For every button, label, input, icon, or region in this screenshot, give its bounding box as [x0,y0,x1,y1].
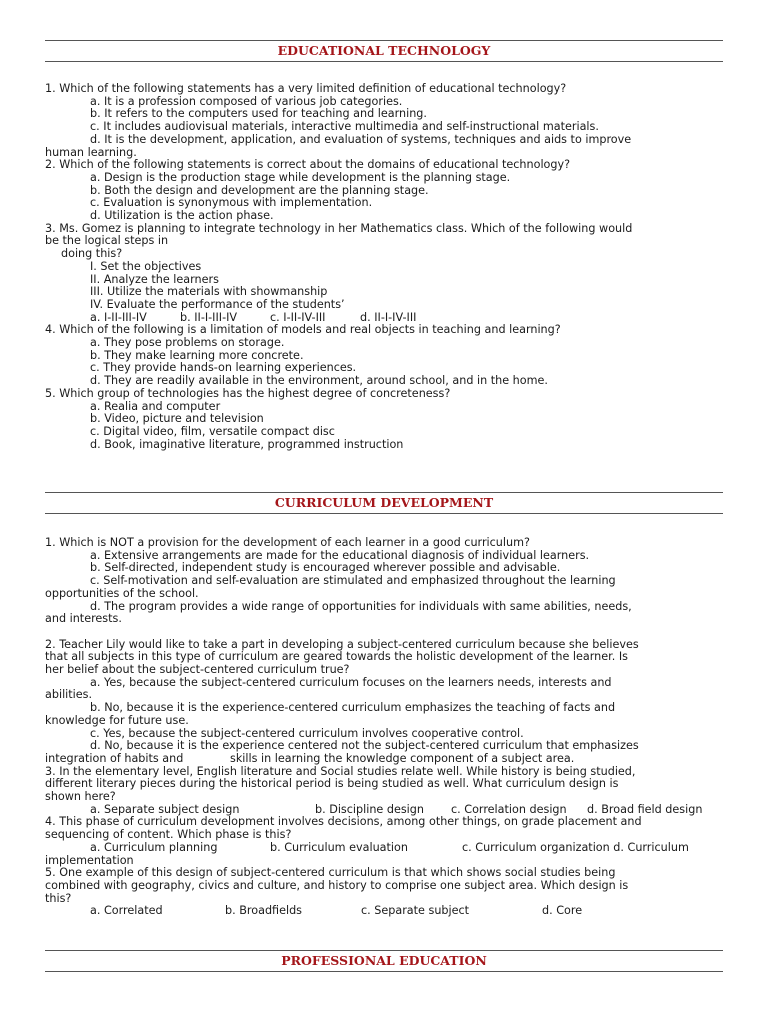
answer-option: b. No, because it is the experience-centered curriculum emphasizes the teaching of facts and [90,701,616,715]
choice: b. Broadfields [225,904,303,918]
question-text: her belief about the subject-centered curriculum true? [45,663,350,677]
question-text: be the logical steps in [45,234,169,248]
section-title: EDUCATIONAL TECHNOLOGY [277,43,491,58]
answer-option: c. They provide hands-on learning experiences. [90,361,357,375]
choice: a. I-II-III-IV [90,310,147,324]
answer-option: b. Both the design and development are the planning stage. [90,183,429,197]
answer-option: b. They make learning more concrete. [90,348,304,362]
answer-option: d. The program provides a wide range of opportunities for individuals with same abilities, needs, [90,599,632,613]
answer-option: c. Self-motivation and self-evaluation are stimulated and emphasized throughout the learning [90,574,616,588]
choice: d. Core [542,904,583,918]
answer-option-continued: abilities. [45,688,93,702]
step-item: I. Set the objectives [90,259,202,273]
question-text: 3. Ms. Gomez is planning to integrate technology in her Mathematics class. Which of the following would [45,221,633,235]
question-text: different literary pieces during the historical period is being studied as well. What curriculum design is [45,777,619,791]
answer-option-continued [45,753,725,766]
section-header-professional-education [45,950,723,972]
section-title: PROFESSIONAL EDUCATION [281,953,487,968]
step-item: IV. Evaluate the performance of the students’ [90,297,345,311]
answer-option: a. Realia and computer [90,399,221,413]
answer-option: a. It is a profession composed of various job categories. [90,94,403,108]
answer-option: c. Yes, because the subject-centered curriculum involves cooperative control. [90,726,524,740]
question-text: 2. Which of the following statements is correct about the domains of educational technology? [45,158,571,172]
choice: a. Separate subject design [90,802,240,816]
section-header-curriculum-development [45,492,723,514]
answer-option: a. They pose problems on storage. [90,336,285,350]
answer-option: a. Yes, because the subject-centered curriculum focuses on the learners needs, interests and [90,675,612,689]
choice: c. Correlation design [451,802,567,816]
answer-option: c. It includes audiovisual materials, interactive multimedia and self-instructional materials. [90,120,599,134]
answer-option: d. Utilization is the action phase. [90,209,274,223]
section-body-educational-technology [45,83,725,451]
choice: d. II-I-IV-III [360,310,417,324]
answer-option: d. No, because it is the experience centered not the subject-centered curriculum that emphasizes [90,739,639,753]
question-text: 4. Which of the following is a limitation of models and real objects in teaching and learning? [45,323,561,337]
question-text: 1. Which is NOT a provision for the development of each learner in a good curriculum? [45,536,530,549]
choice: c. Curriculum organization d. Curriculum [462,840,689,854]
answer-option-continued: knowledge for future use. [45,713,189,727]
choice-row [45,905,725,918]
section-body-curriculum-development [45,537,725,918]
answer-option: a. Extensive arrangements are made for the educational diagnosis of individual learners. [90,548,590,562]
answer-fragment: skills in learning the knowledge component of a subject area. [230,751,575,765]
answer-option: d. Book, imaginative literature, programmed instruction [90,437,404,451]
section-title: CURRICULUM DEVELOPMENT [274,495,494,510]
question-text: doing this? [61,247,123,261]
question-text: that all subjects in this type of curriculum are geared towards the holistic development of the learner. Is [45,650,628,664]
question-text: 1. Which of the following statements has a very limited definition of educational technology? [45,82,567,95]
question-text: 3. In the elementary level, English literature and Social studies relate well. While history is being studied, [45,764,636,778]
answer-fragment: integration of habits and [45,751,184,765]
choice: a. Correlated [90,904,163,918]
choice-row [45,842,725,855]
choice: b. II-I-III-IV [180,310,238,324]
choice: b. Curriculum evaluation [270,840,408,854]
choice-continued: implementation [45,853,134,867]
step-item: II. Analyze the learners [90,272,219,286]
choice: c. I-II-IV-III [270,310,326,324]
question-text: shown here? [45,790,116,804]
choice: d. Broad field design [587,802,703,816]
answer-option: a. Design is the production stage while development is the planning stage. [90,170,511,184]
answer-option: c. Evaluation is synonymous with implementation. [90,196,373,210]
section-header-educational-technology [45,40,723,62]
answer-option: b. Video, picture and television [90,412,264,426]
step-item: III. Utilize the materials with showmanship [90,285,328,299]
answer-option: b. It refers to the computers used for teaching and learning. [90,107,427,121]
choice: c. Separate subject [361,904,470,918]
answer-option: c. Digital video, film, versatile compact disc [90,424,335,438]
question-text: sequencing of content. Which phase is this? [45,828,292,842]
answer-option: d. It is the development, application, and evaluation of systems, techniques and aids to improve [90,132,632,146]
answer-option-continued: and interests. [45,612,122,626]
choice: a. Curriculum planning [90,840,218,854]
choice: b. Discipline design [315,802,424,816]
answer-option: b. Self-directed, independent study is encouraged wherever possible and advisable. [90,561,561,575]
answer-option: d. They are readily available in the environment, around school, and in the home. [90,374,548,388]
question-text: this? [45,891,72,905]
question-text: 2. Teacher Lily would like to take a part in developing a subject-centered curriculum because she believes [45,637,639,651]
answer-option-continued: opportunities of the school. [45,586,199,600]
question-text: 4. This phase of curriculum development involves decisions, among other things, on grade placement and [45,815,642,829]
question-text: 5. Which group of technologies has the highest degree of concreteness? [45,386,451,400]
question-text: combined with geography, civics and culture, and history to comprise one subject area. Which design is [45,878,629,892]
question-text: 5. One example of this design of subject-centered curriculum is that which shows social studies being [45,866,616,880]
answer-option-continued: human learning. [45,145,137,159]
